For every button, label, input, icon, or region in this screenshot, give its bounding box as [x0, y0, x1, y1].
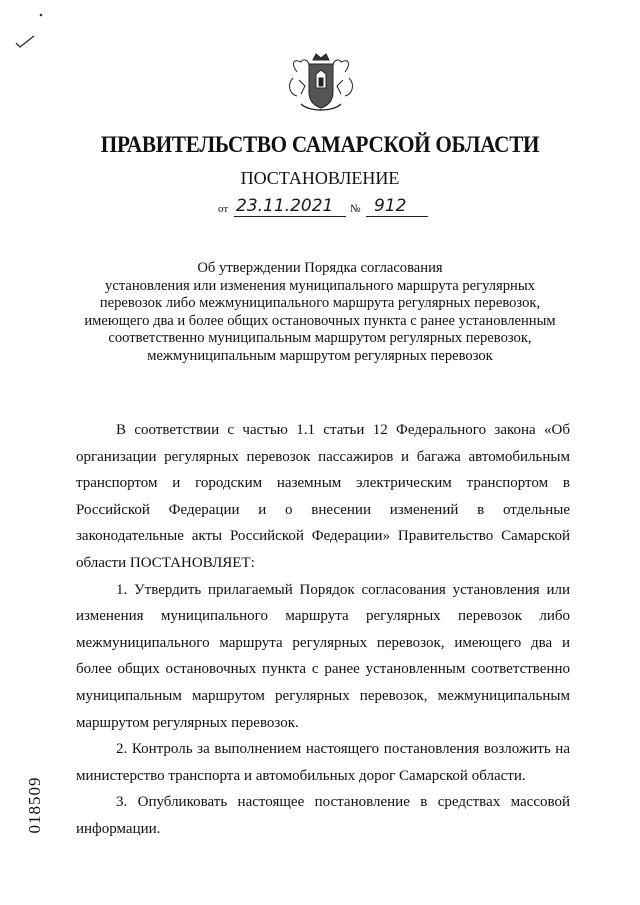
number-underline — [366, 216, 428, 217]
document-body — [76, 417, 570, 843]
preamble-paragraph: В соответствии с частью 1.1 статьи 12 Федерального закона «Об организации регулярных перевозок пассажиров и багажа автомобильным транспортом и городским наземным электрическим транспортом в Российской Федерации и о внесении изменений в отдельные законодательные акты Российской Федерации» Правительство Самарской области ПОСТАНОВЛЯЕТ: — [76, 422, 570, 571]
clause-3-paragraph: 3. Опубликовать настоящее постановление в средствах массовой информации. — [76, 794, 570, 837]
government-title: ПРАВИТЕЛЬСТВО САМАРСКОЙ ОБЛАСТИ — [100, 132, 540, 157]
subject-line: соответственно муниципальным маршрутом регулярных перевозок, — [108, 330, 532, 346]
number-value: 912 — [374, 196, 407, 216]
date-number-line — [218, 195, 438, 219]
subject-line: установления или изменения муниципального маршрута регулярных — [105, 277, 535, 294]
registry-number-text: 018509 — [25, 776, 44, 834]
date-value: 23.11.2021 — [236, 196, 334, 216]
subject-line: межмуниципальным маршрутом регулярных перевозок — [147, 347, 493, 364]
check-mark-icon — [14, 34, 36, 50]
clause-2-paragraph: 2. Контроль за выполнением настоящего постановления возложить на министерство транспорта и автомобильных дорог Самарской области. — [76, 741, 570, 784]
document-subject — [60, 260, 580, 365]
date-prefix: от — [218, 203, 229, 215]
subject-line: Об утверждении Порядка согласования — [197, 260, 443, 276]
subject-line: имеющего два и более общих остановочных пункта с ранее установленным — [84, 312, 556, 329]
document-type: ПОСТАНОВЛЕНИЕ — [240, 168, 400, 188]
registry-number — [20, 760, 50, 850]
number-prefix: № — [350, 203, 361, 215]
date-underline — [234, 216, 346, 217]
pen-dot-mark — [38, 12, 44, 18]
subject-line: перевозок либо межмуниципального маршрута регулярных перевозок, — [99, 295, 541, 311]
samara-coat-of-arms-icon — [283, 50, 359, 116]
clause-1-paragraph: 1. Утвердить прилагаемый Порядок согласования установления или изменения муниципального маршрута регулярных перевозок либо межмуниципального маршрута регулярных перевозок, имеющего два и более общих остановочных пункта с ранее установленным соответственно муниципальным маршрутом регулярных перевозок, межмуниципальным маршрутом регулярных перевозок. — [76, 581, 570, 731]
